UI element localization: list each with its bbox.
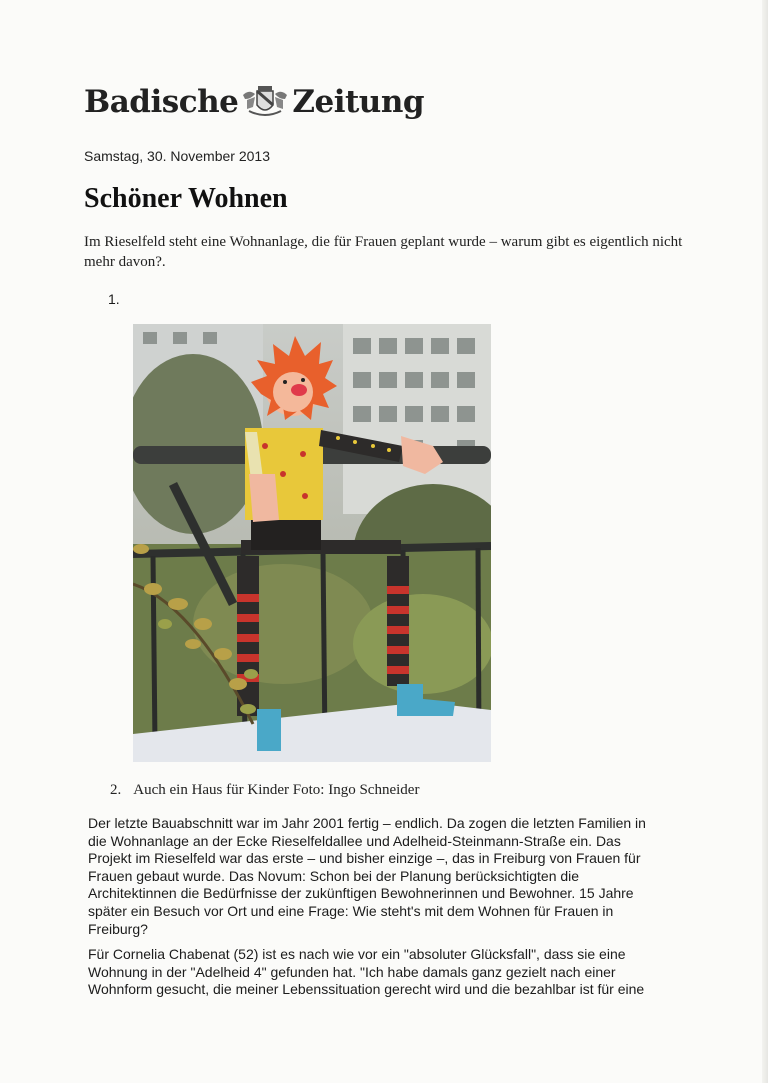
article-photo — [133, 324, 491, 762]
article-headline: Schöner Wohnen — [84, 183, 288, 214]
list-item-number-2: 2. — [110, 782, 122, 798]
coat-of-arms-icon — [241, 85, 289, 119]
masthead-word-1: Badische — [84, 84, 239, 120]
masthead-word-2: Zeitung — [292, 84, 425, 120]
list-item-number-1: 1. — [108, 291, 120, 307]
body-paragraph: Der letzte Bauabschnitt war im Jahr 2001 fertig – endlich. Da zogen die letzten Familien in die Wohnanlage an der Ecke Rieselfeldallee und Adelheid-Steinmann-Straße ein. Das Projekt im Rieselfeld war das erste – und bisher einzige –, das in Freiburg von Frauen für Frauen gebaut wurde. Das Novum: Schon bei der Planung berücksichtigten die Architektinnen die Bedürfnisse der zukünftigen Bewohnerinnen und Bewohner. 15 Jahre später ein Besuch vor Ort und eine Frage: Wie steht's mit dem Wohnen für Frauen in Freiburg? — [88, 815, 646, 937]
scan-edge — [762, 0, 768, 1083]
photo-caption — [110, 782, 419, 799]
caption-text: Auch ein Haus für Kinder Foto: Ingo Schneider — [133, 782, 420, 798]
body-paragraph: Für Cornelia Chabenat (52) ist es nach wie vor ein "absoluter Glücksfall", dass sie eine Wohnung in der "Adelheid 4" gefunden hat. "Ich habe damals ganz gezielt nach einer Wohnform gesucht, die meiner Lebenssituation gerecht wird und die bezahlbar ist für eine — [88, 946, 645, 998]
publication-date: Samstag, 30. November 2013 — [84, 148, 270, 164]
photo-wooden-figure-on-balcony — [133, 324, 491, 762]
article-lead: Im Rieselfeld steht eine Wohnanlage, die für Frauen geplant wurde – warum gibt es eigentlich nicht mehr davon?. — [84, 234, 683, 270]
masthead — [84, 84, 424, 120]
